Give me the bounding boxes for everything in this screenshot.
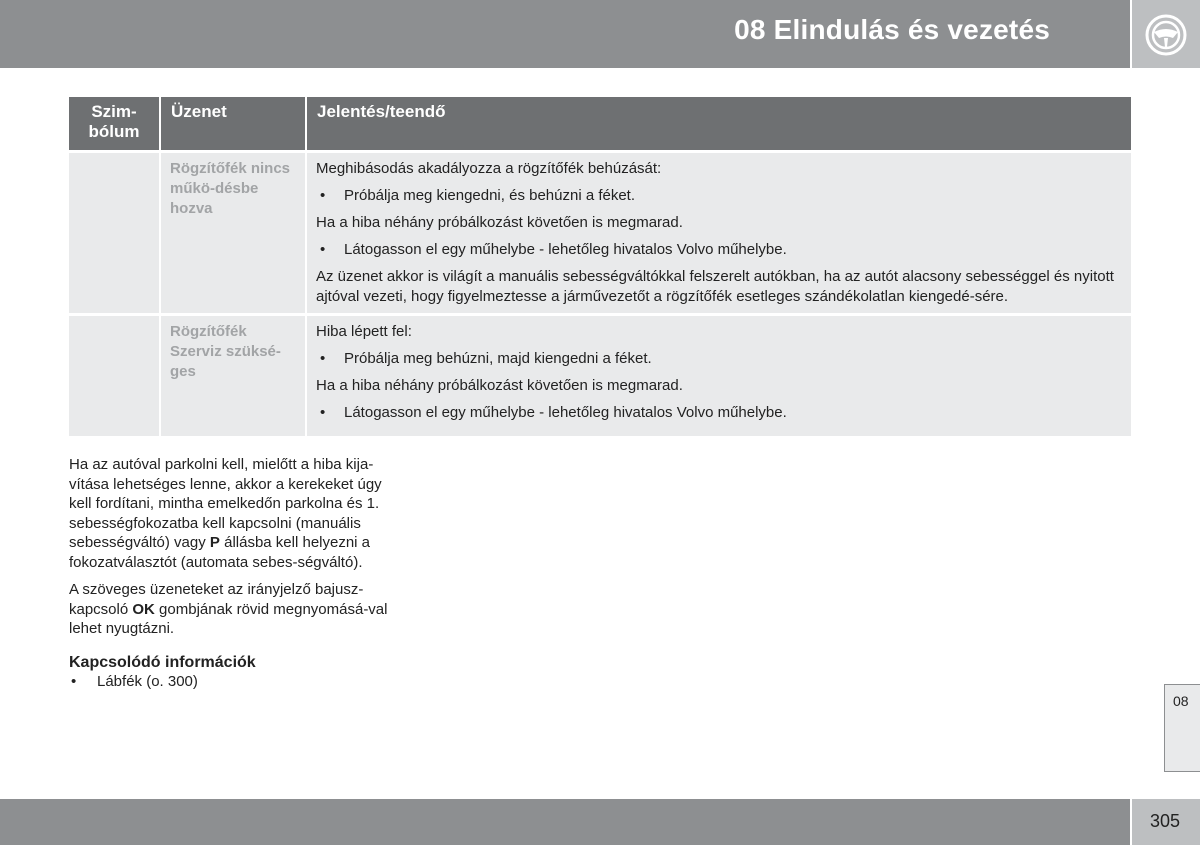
bullet-icon: • <box>320 187 326 204</box>
bullet-icon: • <box>320 241 326 258</box>
symbol-cell <box>69 152 160 315</box>
related-link[interactable] <box>69 672 404 692</box>
bullet-text: Próbálja meg kiengedni, és behúzni a féket. <box>344 187 636 204</box>
message-cell: Rögzítőfék Szerviz szüksé-ges <box>160 315 306 437</box>
symbol-cell <box>69 315 160 437</box>
text-segment: gombjának rövid megnyomásá-val lehet nyugtázni. <box>69 600 388 637</box>
table-row <box>69 152 1131 315</box>
meaning-text: Meghibásodás akadályozza a rögzítőfék behúzását: <box>316 160 662 177</box>
page-number: 305 <box>1150 811 1181 831</box>
message-table <box>69 97 1131 436</box>
steering-wheel-icon <box>1145 14 1187 56</box>
table-row <box>69 315 1131 437</box>
bullet-item <box>316 186 1122 206</box>
chapter-title: 08 Elindulás és vezetés <box>734 14 1050 45</box>
table-header-row <box>69 97 1131 152</box>
footer-page-box <box>1132 799 1200 845</box>
text-segment: állásba kell helyezni a fokozatválasztót (automata sebes-ségváltó). <box>69 534 371 571</box>
meaning-text: Az üzenet akkor is világít a manuális sebességváltókkal felszerelt autókban, ha az autót alacsony sebességgel és nyitott ajtóval vezeti, hogy figyelmeztesse a járművezetőt a rögzítőfék esetleges szándékolatlan kiengedé-sére. <box>316 268 1114 305</box>
text-segment: Ha az autóval parkolni kell, mielőtt a hiba kija-vítása lehetséges lenne, akkor a kerekeket úgy kell fordítani, mintha emelkedőn parkolna és 1. sebességfokozatba kell kapcsolni (manuális sebességváltó) vagy <box>69 456 382 551</box>
body-text <box>69 455 404 692</box>
header-message: Üzenet <box>160 97 306 152</box>
related-link-text: Lábfék (o. 300) <box>97 673 198 690</box>
text-segment: A szöveges üzeneteket az irányjelző bajusz-kapcsoló <box>69 581 364 618</box>
bullet-text: Látogasson el egy műhelybe - lehetőleg hivatalos Volvo műhelybe. <box>344 241 787 258</box>
bullet-icon: • <box>71 673 77 690</box>
header-icon-box <box>1132 0 1200 68</box>
chapter-side-tab <box>1164 684 1200 772</box>
bold-term: P <box>209 534 220 551</box>
bold-term: OK <box>132 600 155 618</box>
footer-bar <box>0 799 1130 845</box>
meaning-text: Hiba lépett fel: <box>316 323 412 340</box>
bullet-item <box>316 403 1122 423</box>
message-cell: Rögzítőfék nincs műkö-désbe hozva <box>160 152 306 315</box>
meaning-cell <box>306 152 1131 315</box>
bullet-item <box>316 240 1122 260</box>
bullet-item <box>316 349 1122 369</box>
meaning-text: Ha a hiba néhány próbálkozást követően is megmarad. <box>316 214 683 231</box>
header-bar <box>0 0 1130 68</box>
header-symbol: Szim-bólum <box>69 97 160 152</box>
related-info-list <box>69 672 404 692</box>
acknowledge-paragraph <box>69 580 404 639</box>
bullet-icon: • <box>320 404 326 421</box>
bullet-text: Próbálja meg behúzni, majd kiengedni a féket. <box>344 350 652 367</box>
parking-paragraph <box>69 455 404 572</box>
meaning-cell <box>306 315 1131 437</box>
bullet-icon: • <box>320 350 326 367</box>
header-meaning: Jelentés/teendő <box>306 97 1131 152</box>
meaning-text: Ha a hiba néhány próbálkozást követően is megmarad. <box>316 377 683 394</box>
bullet-text: Látogasson el egy műhelybe - lehetőleg hivatalos Volvo műhelybe. <box>344 404 787 421</box>
side-tab-label: 08 <box>1173 693 1189 709</box>
related-info-heading: Kapcsolódó információk <box>69 653 256 671</box>
